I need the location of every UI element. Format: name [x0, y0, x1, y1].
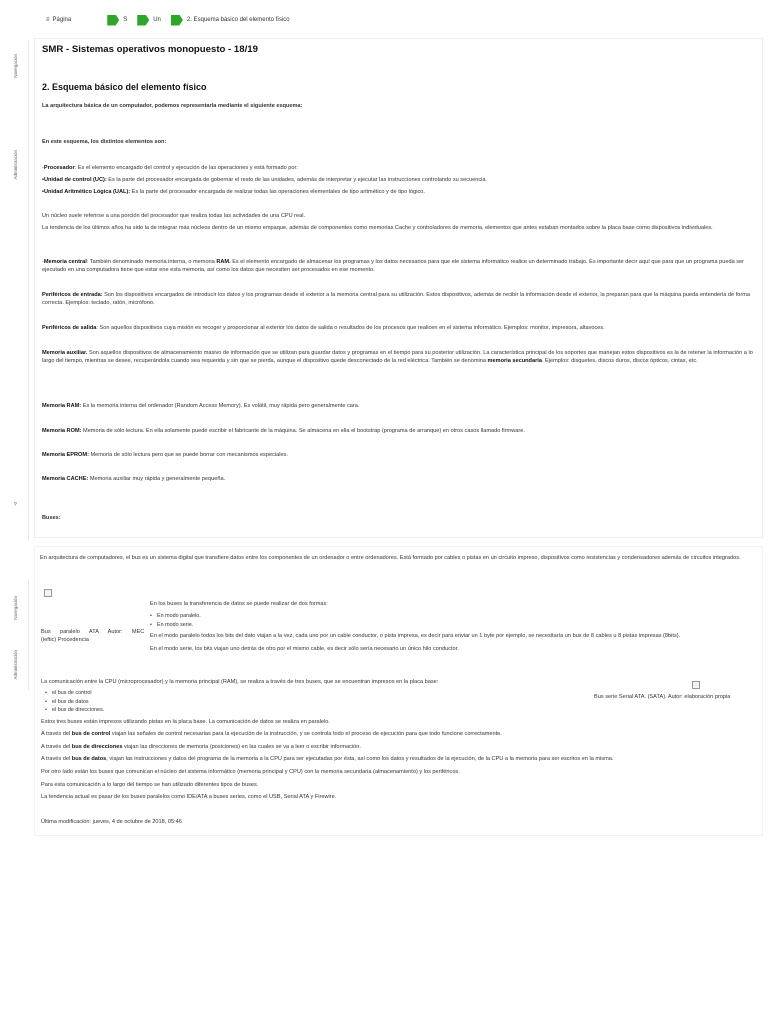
breadcrumb: [46, 12, 300, 28]
nav-tab-2[interactable]: Navegación: [13, 596, 18, 620]
content-panel-1: [34, 38, 763, 538]
memoria-central-text: -Memoria central: También denominado memoria interna, o memoria RAM. Es el elemento encargado de almacenar los programas y los datos necesarios para que ele sistema informático realice un determinado trabajo. Es importante decir aquí que para que un programa pueda ser ejecutado en una computadora tiene que estar ene esta memoria, así como los datos que necesiten ser procesados en ese momento.: [42, 259, 745, 274]
breadcrumb-item-2[interactable]: Un: [153, 17, 161, 23]
uc-text: •Unidad de control (UC): Es la parte del procesador encargada de gobernar el resto de las unidades, además de interpretar y ejecutar las instrucciones controlando su secuencia.: [42, 177, 488, 183]
rom-text: Memoria ROM: Memoria de sólo lectura. En ella solamente puede escribir el fabricante de la máquina. Se almacena en ella el bootstrap (programa de arranque) en otros casos llamado firmware.: [42, 428, 525, 434]
salida-text: Periféricos de salida: Son aquellos dispositivos cuya misión es recoger y proporcionar al exterior los datos de salida o resultados de los procesos que realicen en el sistema informático. Ejemplos: monitor, impresora, altavoces.: [42, 325, 605, 331]
ual-text: •Unidad Aritmético Lógica (UAL): Es la parte del procesador encargada de realizar todas las operaciones elementales de tipo aritmético y de tipo lógico.: [42, 189, 425, 195]
trend-text: La tendencia de los últimos años ha sido la de integrar más núcleos dentro de un mismo empaque, además de componentes como memorias Cache y controladores de memoria, elementos que antes estaban montados sobre la placa base como dispositivos individuales.: [42, 225, 713, 231]
list-item: • el bus de control: [52, 689, 212, 698]
course-title: SMR - Sistemas operativos monopuesto - 18/19: [42, 44, 258, 55]
list-item: • el bus de datos: [52, 698, 212, 707]
breadcrumb-home[interactable]: ≡ Página: [46, 17, 72, 23]
bus-types-list: [43, 689, 212, 715]
bus-intro: En arquitectura de computadores, el bus es un sistema digital que transfiere datos entre los componentes de un ordenador o entre ordenadores. Está formado por cables o pistas en un circuito impreso, dispositivos como resistencias y condensadores además de circuitos integrados.: [40, 555, 741, 561]
parallel-text: En el modo paralelo todos los bits del dato viajan a la vez, cada uno por un cable conductor, o pista impresa, es decir para enviar un 1 byte por ejemplo, se necesitaría un bus de 8 cables u 8 pistas impresas (8bits).: [150, 633, 681, 639]
eprom-text: Memoria EPROM: Memoria de sólo lectura pero que se puede borrar con mecanismos especiales.: [42, 452, 288, 458]
cpu-ram-text: La comunicación entre la CPU (microprocesador) y la memoria principal (RAM), se realiza a través de tres buses, que se encuentran impresos en la placa base:: [41, 679, 439, 685]
caption-left: Bus paralelo ATA Autor: MEC: [41, 629, 145, 635]
nav-tab[interactable]: Navegación: [13, 54, 18, 78]
current-trend-text: La tendencia actual es pasar de los buses paralelos como IDE/ATA a buses series, como el USB, Serial ATA y Firewire.: [41, 794, 337, 800]
other-buses-text: Por otro lado están los buses que comunican el núcleo del sistema informático (memoria principal y CPU) con la memoria secundaria (almacenamiento) y los periféricos.: [41, 769, 460, 775]
caption-left-2: (ieftic) Procedencia: [41, 637, 89, 643]
auxiliar-text: Memoria auxiliar. Son aquellos dispositivos de almacenamiento masivo de información que se utilizan para guardar datos y programas en el tiempo para su posterior utilización. La característica principal de los soportes que manejan estos dispositivos es la de retener la información a lo largo del tiempo, mientras se desee, recuperándola cuando sea requerida y sin que se pierda, aunque el dispositivo quede desconectado de la red eléctrica. También se denomina memoria secundaria. Ejemplos: disquetes, discos duros, discos ópticos, cintas, etc.: [42, 350, 753, 365]
side-panel-bottom: [8, 580, 29, 690]
chevron-right-icon: [171, 15, 183, 26]
list-item: • En modo serie.: [157, 621, 357, 630]
breadcrumb-item-1[interactable]: S: [123, 17, 128, 23]
control-bus-text: A través del bus de control viajan las señales de control necesarias para la ejecución de la instrucción, y se controla todo el proceso de ejecución para que todo funcione correctamente.: [41, 731, 502, 737]
serial-text: En el modo serie, los bits viajan uno detrás de otro por el mismo cable, es decir sólo sería necesario un único hilo conductor.: [150, 646, 459, 652]
address-bus-text: A través del bus de direcciones viajan las direcciones de memoria (posiciones) en las cuales se va a leer o escribir información.: [41, 744, 361, 750]
chevron-right-icon: [107, 15, 119, 26]
processor-text: -Procesador: Es el elemento encargado del control y ejecución de las operaciones y está formado por:: [42, 165, 298, 171]
intro-text: La arquitectura básica de un computador, podemos representarla mediante el siguiente esquema:: [42, 103, 303, 109]
ram-text: Memoria RAM: Es la memoria interna del ordenador (Random Access Memory). Es volátil, muy rápida pero generalmente cara.: [42, 403, 360, 409]
printed-text: Estos tres buses están impresos utilizando pistas en la placa base. La comunicación de datos se realiza en paralelo.: [41, 719, 330, 725]
bus-ata-image: [44, 589, 52, 597]
list-item: • En modo paralelo.: [157, 612, 357, 621]
entrada-text: Periféricos de entrada: Son los dispositivos encargados de introducir los datos y los programas desde el exterior a la memoria central para su utilización. Estos dispositivos, además de recibir la información desde el exterior, la preparan para que la máquina pueda entenderla de forma correcta. Ejemplos: teclado, ratón, micrófono.: [42, 292, 750, 307]
buses-heading: Buses:: [42, 515, 61, 521]
core-text: Un núcleo suele referirse a una porción del procesador que realiza todas las actividades de una CPU real.: [42, 213, 306, 219]
breadcrumb-current: 2. Esquema básico del elemento físico: [186, 17, 290, 23]
history-text: Para esta comunicación a lo largo del tiempo se han utilizado diferentes tipos de buses.: [41, 782, 259, 788]
list-item: • el bus de direcciones.: [52, 706, 212, 715]
cache-text: Memoria CACHE: Memoria auxiliar muy rápida y generalmente pequeña.: [42, 476, 226, 482]
side-panel-top: [8, 40, 29, 540]
scheme-intro: En este esquema, los distintos elementos son:: [42, 139, 167, 145]
transfer-modes-list: [148, 612, 357, 629]
admin-tab-2[interactable]: Administración: [13, 650, 18, 680]
page-title: 2. Esquema básico del elemento físico: [42, 82, 207, 92]
chevron-right-icon: [137, 15, 149, 26]
data-bus-text: A través del bus de datos, viajan las instrucciones y datos del programa de la memoria a la CPU para ser ejecutadas por ésta, así como los datos y resultados de la ejecución, de la CPU a la memoria para ser escritos en la misma.: [41, 756, 614, 762]
admin-tab[interactable]: Administración: [13, 150, 18, 180]
last-modified: Última modificación: jueves, 4 de octubre de 2018, 05:46: [41, 819, 182, 825]
caption-right: Bus serie Serial ATA. (SATA). Autor: elaboración propia: [594, 694, 731, 700]
menu-icon: ≡: [46, 17, 50, 23]
sata-image: [692, 681, 700, 689]
side-marker: -0: [13, 502, 18, 507]
transfer-intro: En los buses la transferencia de datos se puede realizar de dos formas:: [150, 601, 328, 607]
